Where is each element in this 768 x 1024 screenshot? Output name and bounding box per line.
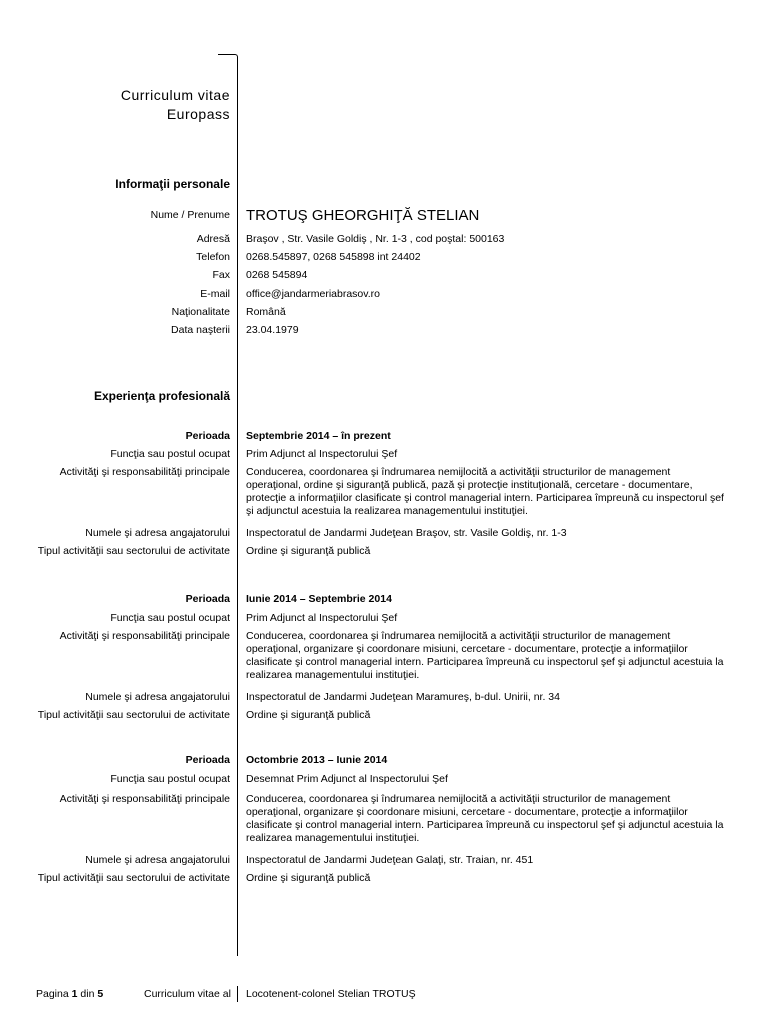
sector-label: Tipul activităţii sau sectorului de activitate: [37, 709, 230, 721]
period-label: Perioada: [185, 430, 230, 442]
period-label: Perioada: [185, 593, 230, 605]
footer-cv-of: Curriculum vitae al: [144, 988, 231, 1000]
cv-title-line2: Europass: [166, 106, 230, 122]
section-title-personal: Informaţii personale: [115, 177, 230, 191]
nationality-value: Română: [246, 306, 286, 318]
cv-title: [121, 86, 230, 124]
activities-label: Activităţi şi responsabilităţi principale: [59, 793, 230, 805]
activities-label: Activităţi şi responsabilităţi principale: [59, 630, 230, 642]
name-label: Nume / Prenume: [150, 209, 230, 221]
employer-label: Numele şi adresa angajatorului: [85, 854, 230, 866]
page-prefix: Pagina: [36, 988, 69, 1000]
address-label: Adresă: [196, 233, 230, 245]
email-label: E-mail: [200, 288, 230, 300]
sector-label: Tipul activităţii sau sectorului de activitate: [37, 872, 230, 884]
nationality-label: Naţionalitate: [171, 306, 230, 318]
sector-label: Tipul activităţii sau sectorului de activitate: [37, 545, 230, 557]
page-mid: din: [80, 988, 95, 1000]
position-label: Funcţia sau postul ocupat: [110, 773, 230, 785]
phone-label: Telefon: [196, 251, 230, 263]
name-value: TROTUŞ GHEORGHIŢĂ STELIAN: [246, 207, 480, 224]
birth-date-label: Data naşterii: [171, 324, 230, 336]
page-current: 1: [71, 988, 78, 1000]
birth-date-value: 23.04.1979: [246, 324, 299, 336]
period-value: Iunie 2014 – Septembrie 2014: [246, 593, 392, 605]
employer-value: Inspectoratul de Jandarmi Judeţean Braşov, str. Vasile Goldiş, nr. 1-3: [246, 527, 567, 539]
activities-value: Conducerea, coordonarea şi îndrumarea nemijlocită a activităţii structurilor de management operaţional, organizare şi coordonare misiuni, cercetare - documentare, protecţie a informaţiilor clasificate şi control managerial intern. Participarea împreună cu inspectorul şef şi adjunctul acestuia la realizarea managementului instituţiei.: [246, 793, 724, 844]
sector-value: Ordine şi siguranţă publică: [246, 545, 371, 557]
page-number: [36, 988, 103, 1000]
period-value: Septembrie 2014 – în prezent: [246, 430, 391, 442]
employer-label: Numele şi adresa angajatorului: [85, 527, 230, 539]
fax-value: 0268 545894: [246, 269, 308, 281]
period-value: Octombrie 2013 – Iunie 2014: [246, 754, 388, 766]
sector-value: Ordine şi siguranţă publică: [246, 709, 371, 721]
section-title-experience: Experienţa profesională: [93, 389, 230, 403]
position-value: Prim Adjunct al Inspectorului Şef: [246, 448, 398, 460]
position-value: Prim Adjunct al Inspectorului Şef: [246, 612, 398, 624]
employer-value: Inspectoratul de Jandarmi Judeţean Galaţi, str. Traian, nr. 451: [246, 854, 534, 866]
header-corner-mark: [218, 54, 238, 59]
footer-owner: Locotenent-colonel Stelian TROTUŞ: [246, 988, 416, 1000]
period-label: Perioada: [185, 754, 230, 766]
employer-value: Inspectoratul de Jandarmi Judeţean Maramureş, b-dul. Unirii, nr. 34: [246, 691, 560, 703]
activities-label: Activităţi şi responsabilităţi principale: [59, 466, 230, 478]
email-value: office@jandarmeriabrasov.ro: [246, 288, 380, 300]
position-value: Desemnat Prim Adjunct al Inspectorului Şef: [246, 773, 448, 785]
page-total: 5: [97, 988, 104, 1000]
fax-label: Fax: [212, 269, 230, 281]
position-label: Funcţia sau postul ocupat: [110, 448, 230, 460]
phone-value: 0268.545897, 0268 545898 int 24402: [246, 251, 421, 263]
address-value: Braşov , Str. Vasile Goldiş , Nr. 1-3 , cod poştal: 500163: [246, 233, 505, 245]
column-divider: [237, 58, 238, 956]
sector-value: Ordine şi siguranţă publică: [246, 872, 371, 884]
activities-value: Conducerea, coordonarea şi îndrumarea nemijlocită a activităţii structurilor de management operaţional, ordine şi siguranţă publică, pază şi protecţie instituţională, cercetare - documentare, protecţie a informaţiilor clasificate şi control managerial intern. Participarea împreună cu inspectorul şef şi adjunctul acestuia la realizarea managementului instituţiei.: [246, 466, 724, 517]
cv-title-line1: Curriculum vitae: [120, 87, 230, 103]
position-label: Funcţia sau postul ocupat: [110, 612, 230, 624]
activities-value: Conducerea, coordonarea şi îndrumarea nemijlocită a activităţii structurilor de management operaţional, organizare şi coordonare misiuni, cercetare - documentare, protecţie a informaţiilor clasificate şi control managerial intern. Participarea împreună cu inspectorul şef şi adjunctul acestuia la realizarea managementului instituţiei.: [246, 630, 724, 681]
employer-label: Numele şi adresa angajatorului: [85, 691, 230, 703]
footer-divider: [237, 986, 238, 1002]
